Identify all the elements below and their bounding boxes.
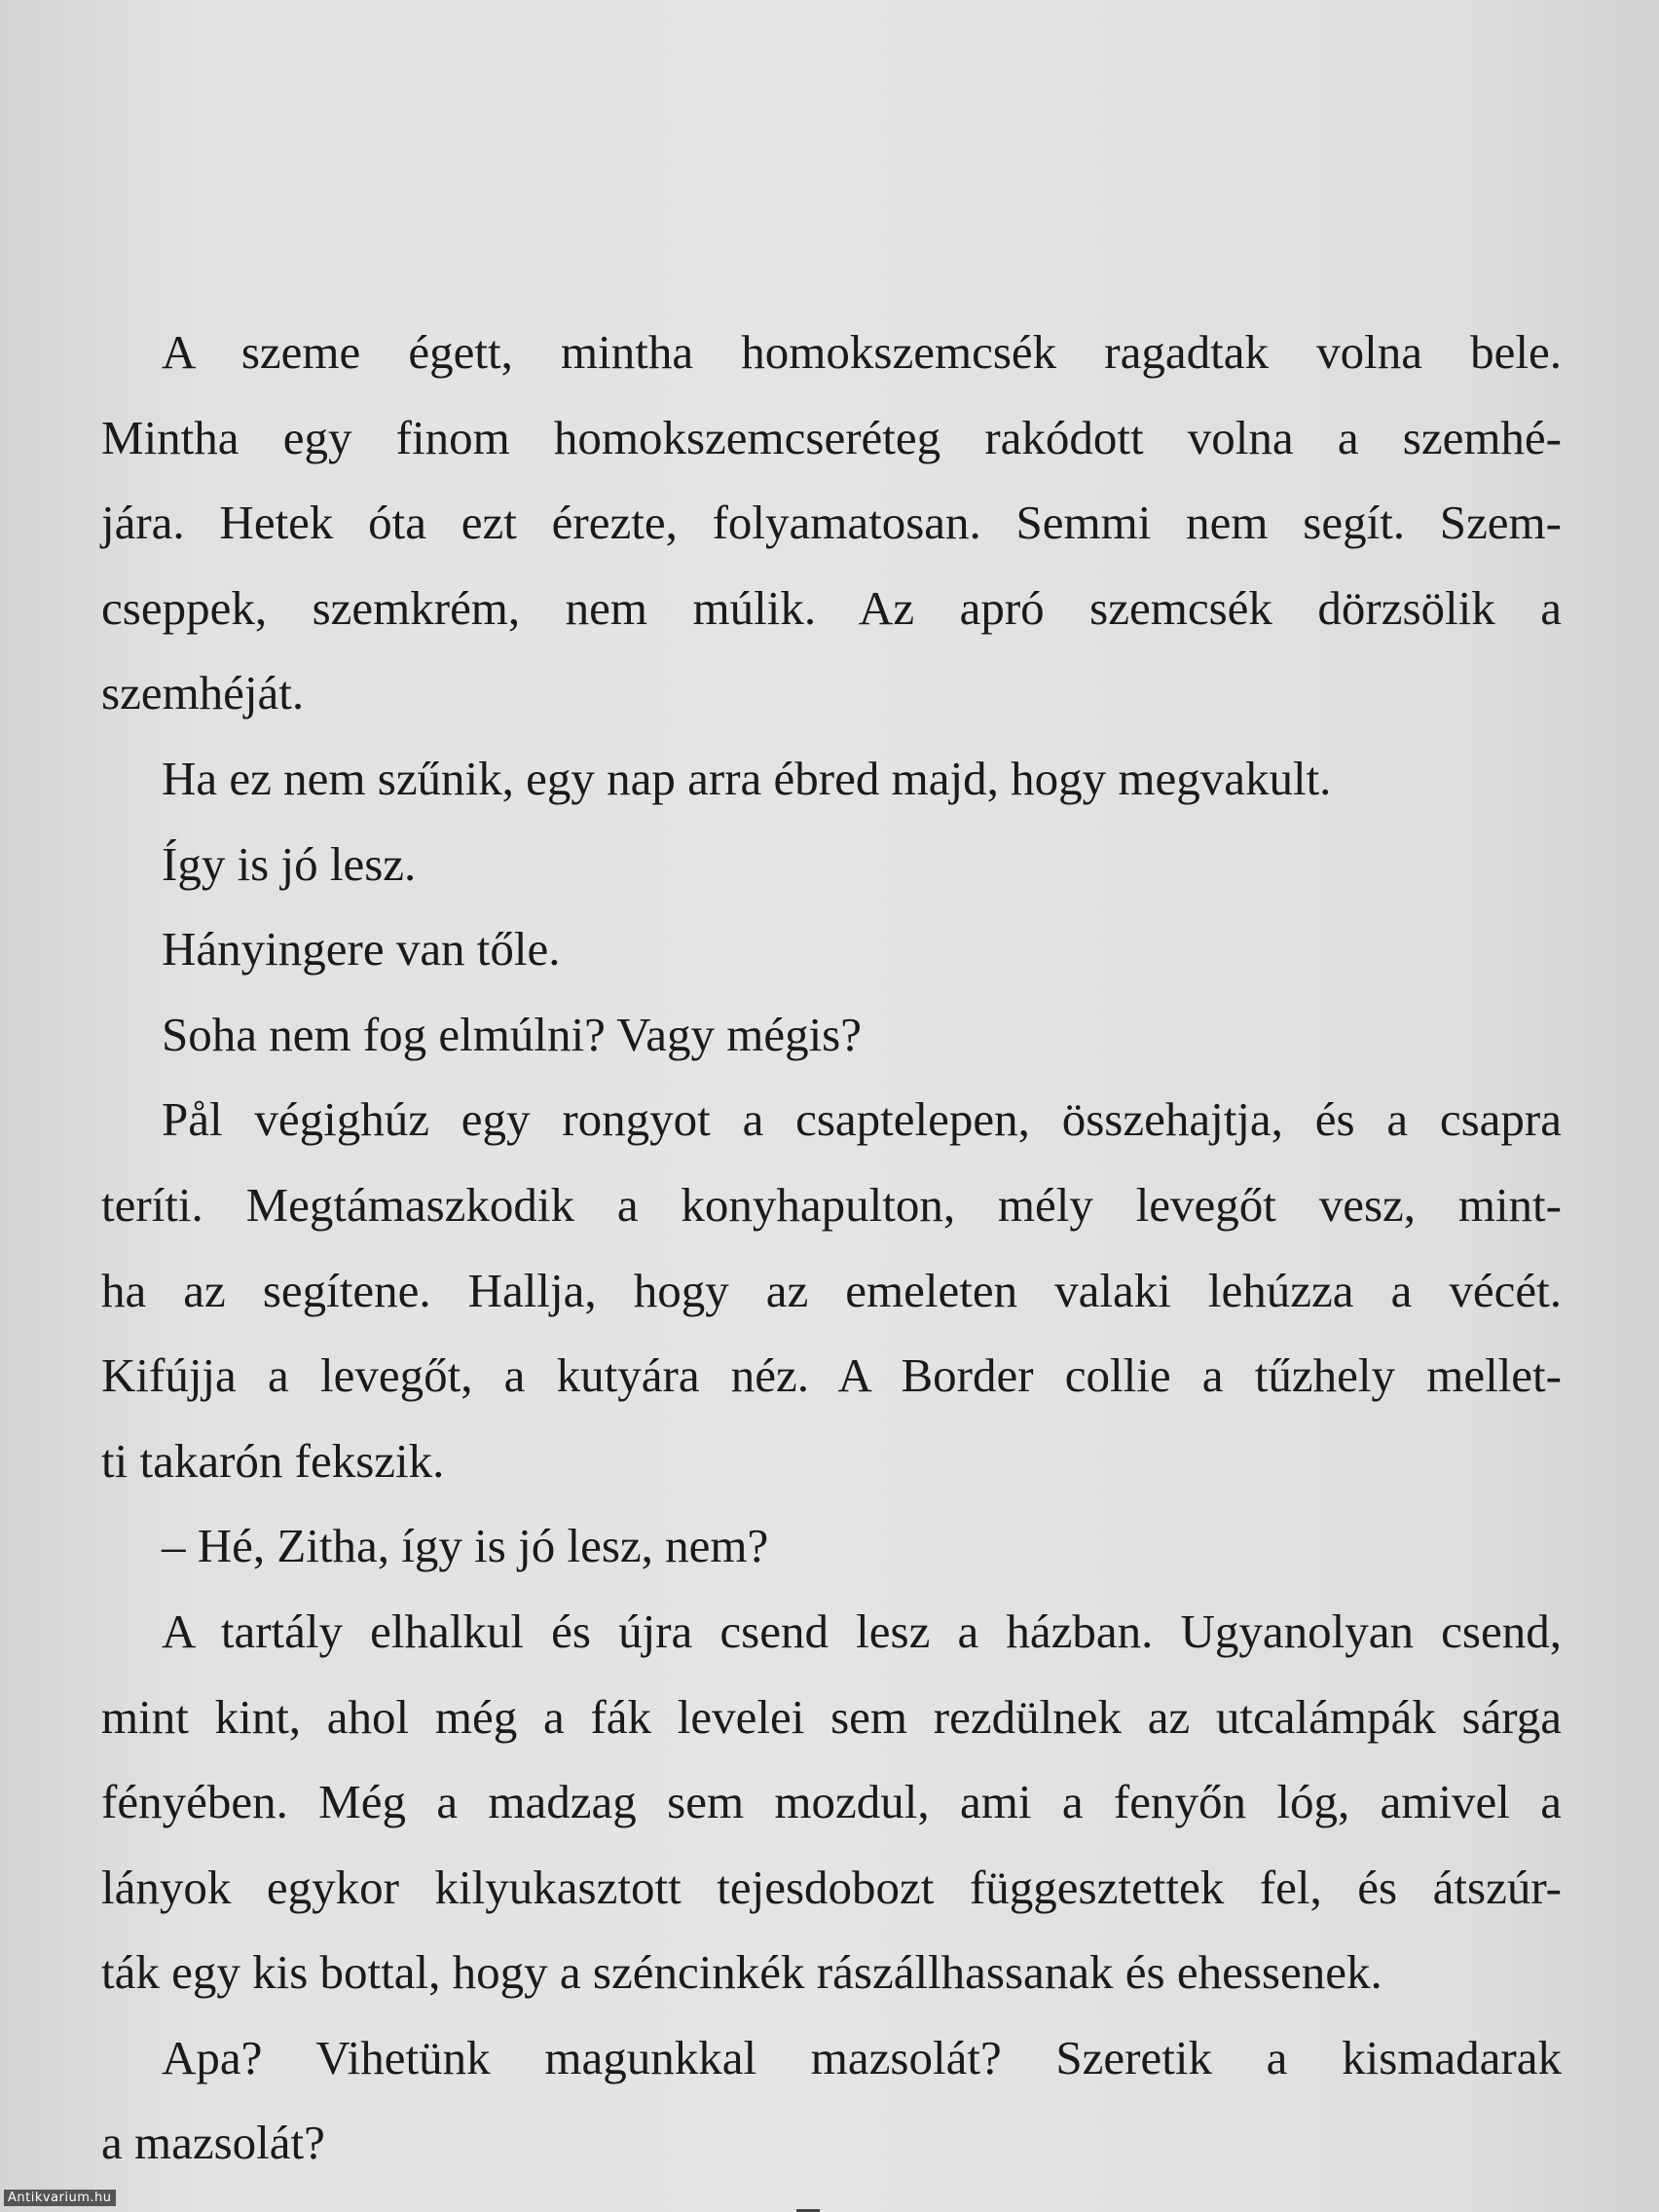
text-line: a mazsolát?: [101, 2116, 325, 2170]
body-text: [101, 310, 1562, 2186]
text-line: Soha nem fog elmúlni? Vagy mégis?: [162, 1007, 862, 1061]
text-line: ti takarón fekszik.: [101, 1433, 445, 1488]
text-line: Így is jó lesz.: [162, 836, 417, 891]
text-line: A szeme égett, mintha homokszemcsék ragadtak volna bele.: [162, 325, 1562, 379]
text-line: Mintha egy finom homokszemcseréteg rakódott volna a szemhé-: [101, 410, 1562, 464]
text-line: Kifújja a levegőt, a kutyára néz. A Border collie a tűzhely mellet-: [101, 1348, 1562, 1403]
text-line: Pål végighúz egy rongyot a csaptelepen, összehajtja, és a csapra: [162, 1092, 1562, 1147]
text-line: teríti. Megtámaszkodik a konyhapulton, mély levegőt vesz, mint-: [101, 1177, 1562, 1232]
text-line: Apa? Vihetünk magunkkal mazsolát? Szeretik a kismadarak: [162, 2030, 1562, 2084]
text-line: ha az segítene. Hallja, hogy az emeleten valaki lehúzza a vécét.: [101, 1263, 1562, 1317]
watermark: Antikvarium.hu: [4, 2190, 116, 2206]
text-line: Ha ez nem szűnik, egy nap arra ébred majd, hogy megvakult.: [162, 751, 1332, 805]
text-line: lányok egykor kilyukasztott tejesdobozt függesztettek fel, és átszúr-: [101, 1860, 1562, 1914]
text-line: fényében. Még a madzag sem mozdul, ami a fenyőn lóg, amivel a: [101, 1775, 1562, 1829]
text-line: jára. Hetek óta ezt érezte, folyamatosan. Semmi nem segít. Szem-: [101, 496, 1562, 550]
text-line: mint kint, ahol még a fák levelei sem rezdülnek az utcalámpák sárga: [101, 1689, 1562, 1744]
text-line: A tartály elhalkul és újra csend lesz a házban. Ugyanolyan csend,: [162, 1604, 1562, 1658]
text-line: ták egy kis bottal, hogy a széncinkék rászállhassanak és ehessenek.: [101, 1945, 1382, 2000]
text-line: – Hé, Zitha, így is jó lesz, nem?: [162, 1519, 769, 1573]
text-line: cseppek, szemkrém, nem múlik. Az apró szemcsék dörzsölik a: [101, 580, 1562, 635]
text-line: Hányingere van tőle.: [162, 922, 561, 977]
text-line: szemhéját.: [101, 666, 305, 720]
